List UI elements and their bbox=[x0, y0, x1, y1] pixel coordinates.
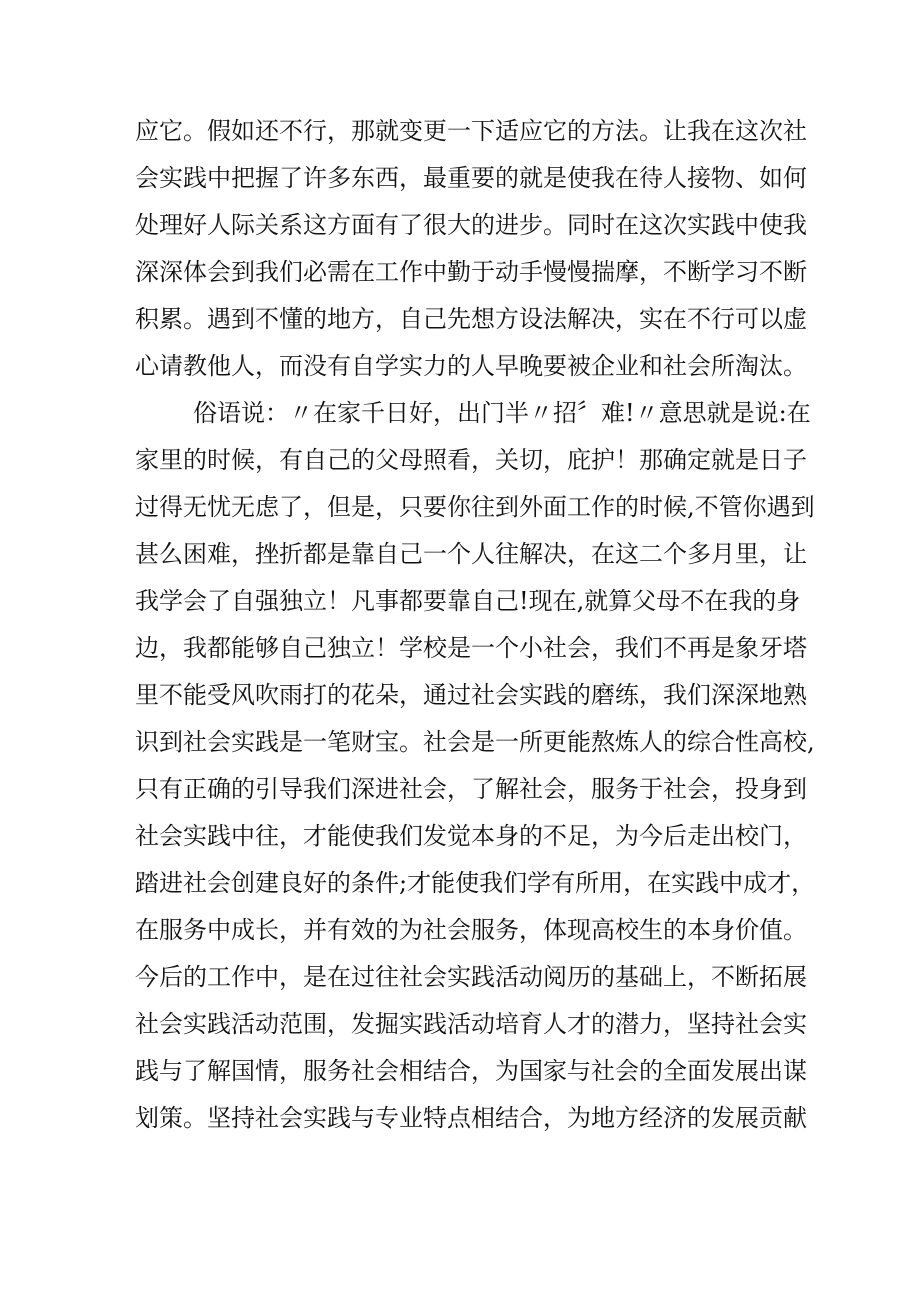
text-line: 处理好人际关系这方面有了很大的进步。同时在这次实践中使我 bbox=[135, 211, 807, 239]
text-line: 社会实践中往，才能使我们发觉本身的不足，为今后走出校门， bbox=[135, 822, 807, 850]
document-body-text bbox=[135, 108, 816, 1142]
text-line: 会实践中把握了许多东西，最重要的就是使我在待人接物、如何 bbox=[135, 164, 807, 192]
text-line: 践与了解国情，服务社会相结合，为国家与社会的全面发展出谋 bbox=[135, 1057, 807, 1085]
text-line: 只有正确的引导我们深进社会，了解社会，服务于社会，投身到 bbox=[135, 775, 807, 803]
text-line: 家里的时候，有自己的父母照看，关切，庇护！那确定就是日子 bbox=[135, 446, 807, 474]
paragraph-start-line: 俗语说：〃在家千日好，出门半〃招〞难!〃意思就是说:在 bbox=[193, 399, 811, 427]
text-line: 踏进社会创建良好的条件;才能使我们学有所用，在实践中成才， bbox=[135, 869, 816, 897]
text-line: 应它。假如还不行，那就变更一下适应它的方法。让我在这次社 bbox=[135, 117, 807, 145]
text-line: 我学会了自强独立！凡事都要靠自己!现在,就算父母不在我的身 bbox=[135, 587, 801, 615]
text-line: 划策。坚持社会实践与专业特点相结合，为地方经济的发展贡献 bbox=[135, 1104, 807, 1132]
text-line: 在服务中成长，并有效的为社会服务，体现高校生的本身价值。 bbox=[135, 916, 807, 944]
text-line: 边，我都能够自己独立！学校是一个小社会，我们不再是象牙塔 bbox=[135, 634, 807, 662]
text-line: 过得无忧无虑了，但是，只要你往到外面工作的时候,不管你遇到 bbox=[135, 493, 815, 521]
text-line: 社会实践活动范围，发掘实践活动培育人才的潜力，坚持社会实 bbox=[135, 1010, 807, 1038]
text-line: 识到社会实践是一笔财宝。社会是一所更能熬炼人的综合性高校, bbox=[135, 728, 815, 756]
text-line: 今后的工作中，是在过往社会实践活动阅历的基础上，不断拓展 bbox=[135, 963, 807, 991]
text-line: 甚么困难，挫折都是靠自己一个人往解决，在这二个多月里，让 bbox=[135, 540, 807, 568]
text-line: 积累。遇到不懂的地方，自己先想方设法解决，实在不行可以虚 bbox=[135, 305, 807, 333]
text-line: 深深体会到我们必需在工作中勤于动手慢慢揣摩，不断学习不断 bbox=[135, 258, 807, 286]
text-line: 里不能受风吹雨打的花朵，通过社会实践的磨练，我们深深地熟 bbox=[135, 681, 807, 709]
text-line: 心请教他人，而没有自学实力的人早晚要被企业和社会所淘汰。 bbox=[135, 352, 807, 380]
